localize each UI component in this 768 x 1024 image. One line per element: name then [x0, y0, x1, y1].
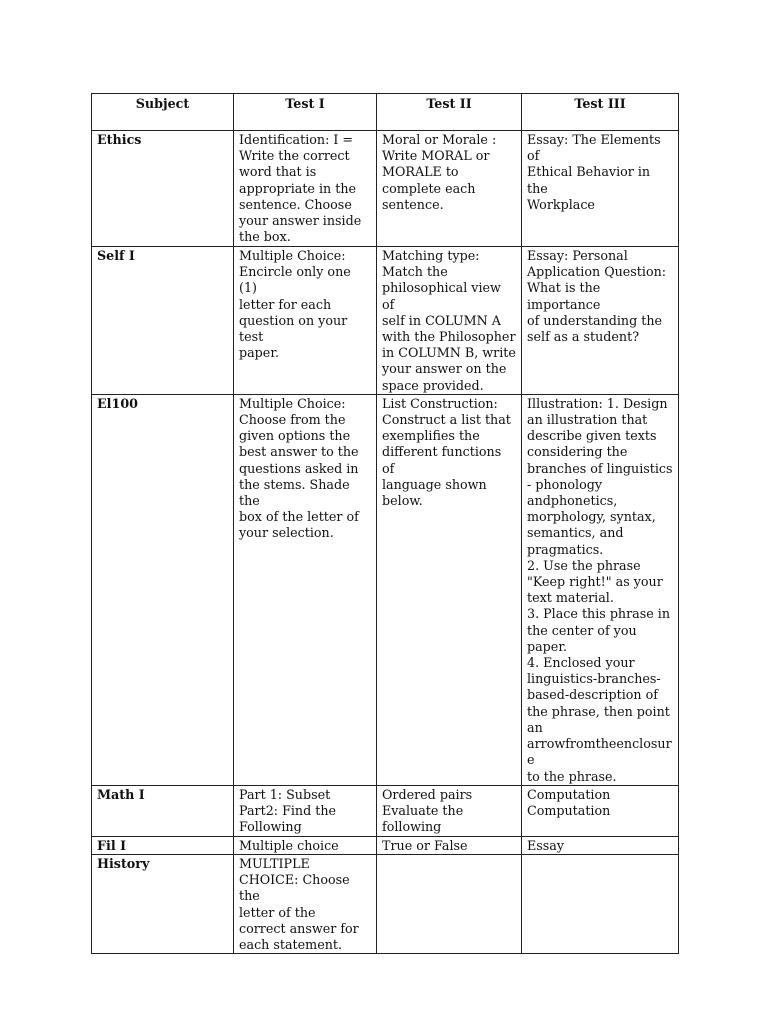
subject-label: Ethics	[97, 132, 142, 147]
test-1-description: Multiple Choice: Encircle only one (1) letter for each question on your test paper.	[239, 248, 351, 361]
test-1-cell	[234, 394, 377, 785]
table-row-ethics	[92, 131, 679, 247]
test-2-description: Matching type: Match the philosophical view of self in COLUMN A with the Philosopher in COLUMN B, write your answer on the space provided.	[382, 248, 516, 393]
exam-schedule-table	[91, 93, 679, 954]
test-3-cell	[522, 131, 679, 247]
test-3-cell	[522, 836, 679, 854]
test-3-cell	[522, 785, 679, 836]
test-3-description: Computation Computation	[527, 786, 611, 818]
test-1-description: Identification: I = Write the correct word that is appropriate in the sentence. Choose your answer inside the box.	[239, 132, 362, 245]
table-row-el100	[92, 394, 679, 785]
test-2-cell	[377, 836, 522, 854]
test-2-cell	[377, 394, 522, 785]
subject-cell	[92, 131, 234, 247]
subject-label: Self I	[97, 248, 135, 263]
subject-cell	[92, 394, 234, 785]
table-row-math-i	[92, 785, 679, 836]
test-2-description: True or False	[382, 837, 468, 853]
table-header-row	[92, 94, 679, 131]
test-3-cell	[522, 247, 679, 395]
test-3-description: Essay: The Elements of Ethical Behavior in the Workplace	[527, 132, 661, 212]
test-2-cell	[377, 131, 522, 247]
header-test-3: Test III	[522, 94, 679, 131]
test-3-description: Essay	[527, 837, 565, 853]
subject-cell	[92, 836, 234, 854]
table-row-self-i	[92, 247, 679, 395]
table-row-fil-i	[92, 836, 679, 854]
test-1-description: Part 1: Subset Part2: Find the Following	[239, 786, 337, 835]
subject-cell	[92, 854, 234, 953]
test-2-description: Moral or Morale : Write MORAL or MORALE to complete each sentence.	[382, 132, 497, 212]
test-1-description: MULTIPLE CHOICE: Choose the letter of the correct answer for each statement.	[239, 855, 359, 952]
subject-label: History	[97, 855, 150, 871]
test-3-description: Illustration: 1. Design an illustration that describe given texts considering the branches of linguistics - phonology andphonetics, morphology, syntax, semantics, and pragmatics. 2. Use the phrase "Keep right!" as your text material. 3. Place this phrase in the center of you paper. 4. Enclosed your linguistics-branches- based-description of the phrase, then point an arrowfromtheenclosure to the phrase.	[527, 395, 673, 784]
test-1-cell	[234, 854, 377, 953]
header-subject: Subject	[92, 94, 234, 131]
subject-cell	[92, 247, 234, 395]
subject-label: Math I	[97, 786, 145, 802]
test-1-description: Multiple choice	[239, 837, 339, 853]
test-2-cell	[377, 247, 522, 395]
test-3-cell	[522, 394, 679, 785]
subject-cell	[92, 785, 234, 836]
test-1-cell	[234, 836, 377, 854]
test-3-cell	[522, 854, 679, 953]
test-3-description: Essay: Personal Application Question: What is the importance of understanding the self as a student?	[527, 248, 667, 345]
test-1-cell	[234, 131, 377, 247]
header-test-1: Test I	[234, 94, 377, 131]
test-1-cell	[234, 785, 377, 836]
subject-label: Fil I	[97, 837, 126, 853]
test-2-description: List Construction: Construct a list that exemplifies the different functions of language shown below.	[382, 395, 511, 509]
table-row-history	[92, 854, 679, 953]
subject-label: El100	[97, 395, 138, 411]
test-2-description: Ordered pairs Evaluate the following	[382, 786, 473, 835]
test-2-cell	[377, 785, 522, 836]
test-2-cell	[377, 854, 522, 953]
header-test-2: Test II	[377, 94, 522, 131]
test-1-description: Multiple Choice: Choose from the given options the best answer to the questions asked in the stems. Shade the box of the letter of your selection.	[239, 395, 359, 541]
test-1-cell	[234, 247, 377, 395]
